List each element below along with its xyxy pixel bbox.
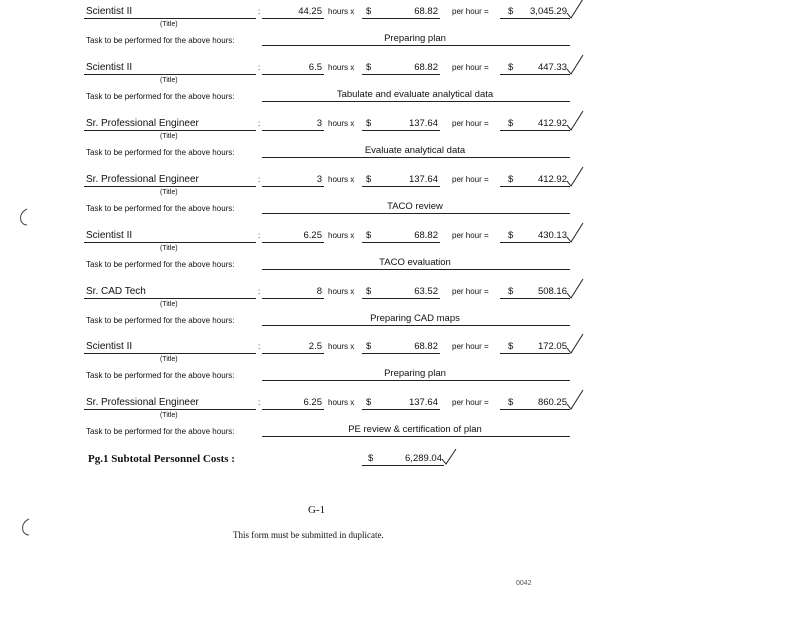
subtotal-dollar: $ bbox=[368, 453, 374, 464]
task-description: Evaluate analytical data bbox=[364, 145, 466, 156]
checkmark-icon bbox=[566, 0, 584, 20]
hours-x-label: hours x bbox=[328, 119, 355, 128]
subtotal-amount: 6,289.04 bbox=[405, 453, 442, 464]
rate-dollar: $ bbox=[366, 341, 372, 352]
hours-underline bbox=[262, 242, 324, 243]
title-underline bbox=[84, 409, 256, 410]
hours-underline bbox=[262, 409, 324, 410]
rate-underline bbox=[362, 74, 440, 75]
rate-dollar: $ bbox=[366, 397, 372, 408]
position-title: Sr. CAD Tech bbox=[86, 286, 146, 297]
cost-value: 172.05 bbox=[537, 341, 567, 352]
rate-value: 68.82 bbox=[414, 62, 438, 73]
position-title: Scientist II bbox=[86, 230, 133, 241]
per-hour-label: per hour = bbox=[452, 231, 489, 240]
task-underline bbox=[262, 436, 570, 437]
position-title: Scientist II bbox=[86, 6, 133, 17]
page-number: G-1 bbox=[308, 504, 326, 516]
rate-value: 68.82 bbox=[414, 230, 438, 241]
colon: : bbox=[258, 7, 261, 16]
task-underline bbox=[262, 213, 570, 214]
checkmark-icon bbox=[566, 110, 584, 132]
task-description: Preparing CAD maps bbox=[370, 313, 460, 324]
task-underline bbox=[262, 45, 570, 46]
task-label: Task to be performed for the above hours: bbox=[86, 36, 235, 45]
hours-underline bbox=[262, 186, 324, 187]
cost-value: 412.92 bbox=[537, 118, 567, 129]
rate-value: 137.64 bbox=[408, 397, 438, 408]
title-underline bbox=[84, 242, 256, 243]
rate-value: 137.64 bbox=[408, 118, 438, 129]
rate-underline bbox=[362, 186, 440, 187]
task-underline bbox=[262, 380, 570, 381]
cost-value: 3,045.29 bbox=[530, 6, 567, 17]
position-title: Sr. Professional Engineer bbox=[86, 118, 199, 129]
title-caption: (Title) bbox=[160, 77, 178, 84]
position-title: Sr. Professional Engineer bbox=[86, 397, 199, 408]
cost-value: 430.13 bbox=[537, 230, 567, 241]
per-hour-label: per hour = bbox=[452, 175, 489, 184]
hours-underline bbox=[262, 74, 324, 75]
subtotal-underline bbox=[362, 465, 444, 466]
punch-hole-mark-icon bbox=[19, 517, 33, 537]
rate-dollar: $ bbox=[366, 118, 372, 129]
checkmark-icon bbox=[441, 448, 457, 466]
hours-x-label: hours x bbox=[328, 63, 355, 72]
hours-value: 6.5 bbox=[308, 62, 322, 73]
rate-underline bbox=[362, 298, 440, 299]
cost-dollar: $ bbox=[508, 62, 514, 73]
hours-value: 2.5 bbox=[308, 341, 322, 352]
hours-value: 6.25 bbox=[303, 230, 322, 241]
rate-underline bbox=[362, 409, 440, 410]
title-underline bbox=[84, 130, 256, 131]
hours-underline bbox=[262, 298, 324, 299]
checkmark-icon bbox=[566, 166, 584, 188]
cost-underline bbox=[500, 74, 570, 75]
cost-value: 860.25 bbox=[537, 397, 567, 408]
position-title: Sr. Professional Engineer bbox=[86, 174, 199, 185]
task-label: Task to be performed for the above hours: bbox=[86, 260, 235, 269]
checkmark-icon bbox=[566, 54, 584, 76]
per-hour-label: per hour = bbox=[452, 287, 489, 296]
title-caption: (Title) bbox=[160, 245, 178, 252]
cost-value: 508.16 bbox=[537, 286, 567, 297]
title-caption: (Title) bbox=[160, 189, 178, 196]
hours-x-label: hours x bbox=[328, 342, 355, 351]
checkmark-icon bbox=[566, 333, 584, 355]
colon: : bbox=[258, 63, 261, 72]
title-caption: (Title) bbox=[160, 21, 178, 28]
cost-underline bbox=[500, 298, 570, 299]
hours-value: 8 bbox=[316, 286, 322, 297]
checkmark-icon bbox=[566, 222, 584, 244]
colon: : bbox=[258, 231, 261, 240]
position-title: Scientist II bbox=[86, 341, 133, 352]
title-underline bbox=[84, 18, 256, 19]
task-description: TACO evaluation bbox=[379, 257, 451, 268]
task-underline bbox=[262, 325, 570, 326]
rate-dollar: $ bbox=[366, 230, 372, 241]
document-code: 0042 bbox=[516, 580, 532, 587]
task-description: PE review & certification of plan bbox=[348, 424, 482, 435]
hours-value: 6.25 bbox=[303, 397, 322, 408]
title-caption: (Title) bbox=[160, 356, 178, 363]
hours-value: 3 bbox=[316, 174, 322, 185]
per-hour-label: per hour = bbox=[452, 342, 489, 351]
cost-value: 412.92 bbox=[537, 174, 567, 185]
cost-dollar: $ bbox=[508, 174, 514, 185]
hours-x-label: hours x bbox=[328, 398, 355, 407]
colon: : bbox=[258, 119, 261, 128]
rate-underline bbox=[362, 18, 440, 19]
rate-underline bbox=[362, 353, 440, 354]
task-underline bbox=[262, 157, 570, 158]
cost-dollar: $ bbox=[508, 230, 514, 241]
hours-x-label: hours x bbox=[328, 7, 355, 16]
punch-hole-mark-icon bbox=[17, 207, 31, 227]
title-underline bbox=[84, 298, 256, 299]
per-hour-label: per hour = bbox=[452, 398, 489, 407]
hours-x-label: hours x bbox=[328, 175, 355, 184]
cost-dollar: $ bbox=[508, 341, 514, 352]
rate-value: 68.82 bbox=[414, 6, 438, 17]
hours-underline bbox=[262, 353, 324, 354]
hours-x-label: hours x bbox=[328, 231, 355, 240]
task-description: TACO review bbox=[387, 201, 443, 212]
cost-dollar: $ bbox=[508, 6, 514, 17]
cost-underline bbox=[500, 18, 570, 19]
position-title: Scientist II bbox=[86, 62, 133, 73]
cost-dollar: $ bbox=[508, 286, 514, 297]
checkmark-icon bbox=[566, 389, 584, 411]
task-label: Task to be performed for the above hours: bbox=[86, 316, 235, 325]
cost-value: 447.33 bbox=[537, 62, 567, 73]
rate-underline bbox=[362, 242, 440, 243]
cost-dollar: $ bbox=[508, 397, 514, 408]
task-description: Preparing plan bbox=[384, 368, 446, 379]
cost-underline bbox=[500, 242, 570, 243]
rate-dollar: $ bbox=[366, 286, 372, 297]
colon: : bbox=[258, 175, 261, 184]
cost-dollar: $ bbox=[508, 118, 514, 129]
cost-underline bbox=[500, 409, 570, 410]
task-label: Task to be performed for the above hours: bbox=[86, 92, 235, 101]
task-label: Task to be performed for the above hours: bbox=[86, 148, 235, 157]
checkmark-icon bbox=[566, 278, 584, 300]
per-hour-label: per hour = bbox=[452, 7, 489, 16]
title-underline bbox=[84, 186, 256, 187]
task-label: Task to be performed for the above hours: bbox=[86, 371, 235, 380]
per-hour-label: per hour = bbox=[452, 63, 489, 72]
rate-value: 63.52 bbox=[414, 286, 438, 297]
colon: : bbox=[258, 398, 261, 407]
hours-underline bbox=[262, 130, 324, 131]
rate-value: 137.64 bbox=[408, 174, 438, 185]
title-caption: (Title) bbox=[160, 133, 178, 140]
hours-value: 3 bbox=[316, 118, 322, 129]
task-description: Tabulate and evaluate analytical data bbox=[336, 89, 494, 100]
rate-dollar: $ bbox=[366, 62, 372, 73]
per-hour-label: per hour = bbox=[452, 119, 489, 128]
subtotal-label: Pg.1 Subtotal Personnel Costs : bbox=[88, 453, 235, 465]
hours-underline bbox=[262, 18, 324, 19]
rate-dollar: $ bbox=[366, 6, 372, 17]
colon: : bbox=[258, 287, 261, 296]
task-description: Preparing plan bbox=[384, 33, 446, 44]
task-underline bbox=[262, 269, 570, 270]
footer-note: This form must be submitted in duplicate. bbox=[233, 530, 384, 540]
rate-value: 68.82 bbox=[414, 341, 438, 352]
hours-x-label: hours x bbox=[328, 287, 355, 296]
cost-underline bbox=[500, 353, 570, 354]
task-underline bbox=[262, 101, 570, 102]
cost-underline bbox=[500, 130, 570, 131]
title-underline bbox=[84, 353, 256, 354]
task-label: Task to be performed for the above hours: bbox=[86, 427, 235, 436]
rate-dollar: $ bbox=[366, 174, 372, 185]
title-caption: (Title) bbox=[160, 412, 178, 419]
title-caption: (Title) bbox=[160, 301, 178, 308]
colon: : bbox=[258, 342, 261, 351]
rate-underline bbox=[362, 130, 440, 131]
cost-underline bbox=[500, 186, 570, 187]
hours-value: 44.25 bbox=[298, 6, 322, 17]
task-label: Task to be performed for the above hours: bbox=[86, 204, 235, 213]
title-underline bbox=[84, 74, 256, 75]
